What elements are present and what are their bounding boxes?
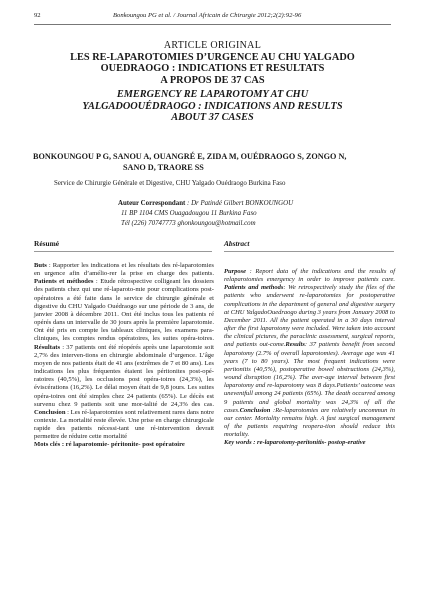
abstract-conclusion-text: :Re-laparotomies are relatively uncommun in our center. Mortality remains high. A fast surgical management of the patients requiring reopera-tion should reduce this mortality. <box>224 406 395 439</box>
resume-buts-label: Buts <box>34 262 47 269</box>
resume-keywords: Mots clés : ré laparotomie- péritonite- post opératoire <box>34 441 185 449</box>
title-french <box>30 52 395 86</box>
article-type: ARTICLE ORIGINAL <box>163 40 262 51</box>
title-french-line: A PROPOS DE 37 CAS <box>160 74 265 86</box>
title-english <box>30 89 395 123</box>
resume-conclusion-label: Conclusion <box>34 408 66 416</box>
abstract-divider <box>224 251 394 252</box>
title-french-line: LES RE-LAPAROTOMIES D’URGENCE AU CHU YALGADO <box>70 52 355 63</box>
resume-results-label: Résultats <box>34 343 61 351</box>
abstract-purpose-label: Purpose <box>224 268 247 275</box>
resume-divider <box>34 251 212 252</box>
abstract-results-label: Results <box>285 341 305 349</box>
resume-methods-label: Patients et méthodes <box>34 278 94 286</box>
abstract-methods-text: : We retrospectively study the files of the patients who underwent re-laparotomies for postoperative complications in the department of general and digestive surgery at CHU YalgadoOuedraogo during 3 years from January 2008 to December 2011. All the patient operated in a 30 days interval after the first laparotomy were included. Were taken into account the clinical pictures, the paraclinic assessment, surgical reports, and patients out-come. <box>224 284 395 349</box>
author-line: BONKOUNGOU P G, SANOU A, OUANGRÉ E, ZIDA M, OUÉDRAOGO S, ZONGO N, <box>33 152 347 161</box>
affiliation: Service de Chirurgie Générale et Digestive, CHU Yalgado Ouédraogo Burkina Faso <box>54 180 286 187</box>
resume-conclusion-text: : Les ré-laparotomies sont relativement rares dans notre contexte. La mortalité reste élevée. Une prise en charge chirurgicale rapide des patients nécessi-tant une ré-intervention devrait permettre de réduire cette mortalité <box>34 408 214 441</box>
title-english-line: EMERGENCY RE LAPAROTOMY AT CHU <box>116 89 309 101</box>
corresponding-author-address: 11 BP 1104 CMS Ouagadougou 11 Burkina Faso <box>121 210 257 217</box>
resume-buts-text: : Rapporter les indications et les résultats des ré-laparotomies en urgence afin d’amélio-rer la prise en charge des patients. <box>34 262 214 278</box>
corresponding-author-contact: Tél (226) 70747773 ghonkoungou@hotmail.com <box>121 220 256 227</box>
abstract-conclusion-label: Conclusion <box>239 406 271 414</box>
title-french-line: OUEDRAOGO : INDICATIONS ET RESULTATS <box>100 63 325 75</box>
abstract-heading: Abstract <box>224 239 250 248</box>
corresponding-author-label: Auteur Correspondant <box>118 200 186 207</box>
resume-methods-text: : Etude rétrospective colligeant les dossiers des patients chez qui une ré-laparoto-mie pour complications post-opératoires a été faite dans le service de chirurgie générale et digestive du CHU Yalgado Ouédraogo sur une période de 3 ans, de janvier 2008 à décembre 2011. Ont été inclus tous les patients ré opérés dans un intervalle de 30 jours après la première laparotomie. Ont été pris en compte les tableaux cliniques, les examens para-cliniques, les comptes rendus opératoires, les suites opéra-toires. <box>34 278 214 343</box>
title-english-line: ABOUT 37 CASES <box>171 112 254 124</box>
title-english-line: YALGADOOUÉDRAOGO : INDICATIONS AND RESULTS <box>82 100 343 112</box>
abstract-purpose-text: : Report data of the indications and the results of relaparotomies emergency in order to improve patients care. <box>224 268 395 284</box>
resume-results-text: : 37 patients ont été réopérés après une laparotomie soit 2,7% des interven-tions en chirurgie abdominale d’urgence. L’âge moyen de nos patients était de 41 ans (extrêmes de 7 et 80 ans). Les indications les plus fréquentes étaient les péritonites post-opé-ratoires (40,5%), les occlusions post opéra-toires (24,3%), les éviscérations (16,2%). Le délai moyen était de 9,8 jours. Les suites opéra-toires ont été simples chez 24 patients (65%). Le décès est survenu chez 9 patients soit une mor-talité de 24,3% des cas. <box>34 343 214 408</box>
author-line: SANO D, TRAORE SS <box>123 162 204 172</box>
abstract-body <box>224 268 395 447</box>
page-number: 92 <box>34 12 41 19</box>
corresponding-author-name: : Dr Patindé Gilbert BONKOUNGOU <box>185 200 294 207</box>
author-list <box>33 152 393 173</box>
abstract-keywords: Key words : re-laparotomy-peritonitis- postop-erative <box>224 439 366 447</box>
title-block <box>30 40 395 123</box>
resume-body <box>34 262 214 450</box>
resume-heading: Résumé <box>34 239 60 248</box>
abstract-results-text: : 37 patients benefit from second laparotomy (2.7% of overall laparotomies). Average age was 41 years (7 to 80 years). The most frequent indications were peritonitis (40,5%), postoperative bowel obstructions (24,3%), wound disruption (16,2%). The aver-age interval between first laparotomy and re-laparotomy was 8 days.Patients’ outcome was uneventfull among 24 patients (65%). The death occurred among 9 patients and global mortality was 24,3% of all the cases. <box>224 341 395 414</box>
header-divider <box>34 24 391 25</box>
journal-citation: Bonkoungou PG et al. / Journal Africain de Chirurgie 2012;2(2):92-96 <box>113 12 302 19</box>
abstract-methods-label: Patients and methods <box>224 284 284 292</box>
corresponding-author <box>118 199 358 229</box>
